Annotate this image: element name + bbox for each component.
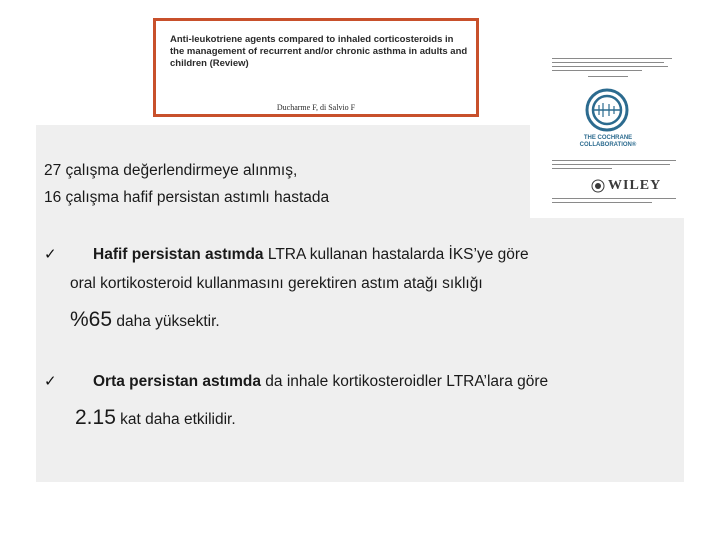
cover-title-line xyxy=(552,66,668,67)
point1-line-3 xyxy=(70,306,220,335)
review-authors: Ducharme F, di Salvio F xyxy=(276,103,356,112)
cover-author-line xyxy=(588,76,628,77)
cover-title-line xyxy=(552,58,672,59)
review-title-card xyxy=(153,18,479,117)
point1-bold-lead: Hafif persistan astımda xyxy=(93,246,264,263)
checkmark-icon: ✓ xyxy=(44,246,57,263)
point2-bold-lead: Orta persistan astımda xyxy=(93,373,261,390)
cover-info-line xyxy=(552,164,670,165)
cover-footer-line xyxy=(552,198,676,199)
point2-line-2 xyxy=(75,404,236,433)
checkmark-icon: ✓ xyxy=(44,373,57,390)
point1-percentage: %65 xyxy=(70,308,113,331)
publisher-logo: WILEY xyxy=(608,178,662,193)
cover-footer-line xyxy=(552,202,652,203)
intro-line-1: 27 çalışma değerlendirmeye alınmış, xyxy=(44,162,298,179)
point2-ratio: 2.15 xyxy=(75,406,116,429)
cover-title-line xyxy=(552,62,664,63)
cover-info-line xyxy=(552,160,676,161)
cochrane-logo-icon xyxy=(585,88,629,132)
cover-info-line xyxy=(552,168,612,169)
point1-rest: LTRA kullanan hastalarda İKS’ye göre xyxy=(263,246,529,263)
wiley-seal-icon xyxy=(591,179,605,193)
point1-line-3-rest: daha yüksektir. xyxy=(112,313,220,330)
cochrane-review-cover xyxy=(530,42,684,218)
intro-text xyxy=(44,157,329,211)
collaboration-name: THE COCHRANE COLLABORATION® xyxy=(579,135,637,148)
intro-line-2: 16 çalışma hafif persistan astımlı hastada xyxy=(44,189,330,206)
cover-title-line xyxy=(552,70,642,71)
point2-line-1 xyxy=(93,368,548,395)
point2-line-2-rest: kat daha etkilidir. xyxy=(115,411,236,428)
point1-line-1 xyxy=(93,241,529,268)
review-title: Anti-leukotriene agents compared to inhaled corticosteroids in the management of recurrent and/or chronic asthma in adults and children (Review) xyxy=(170,34,468,69)
point1-line-2: oral kortikosteroid kullanmasını gerektiren astım atağı sıklığı xyxy=(70,275,483,292)
point2-rest: da inhale kortikosteroidler LTRA’lara göre xyxy=(260,373,549,390)
